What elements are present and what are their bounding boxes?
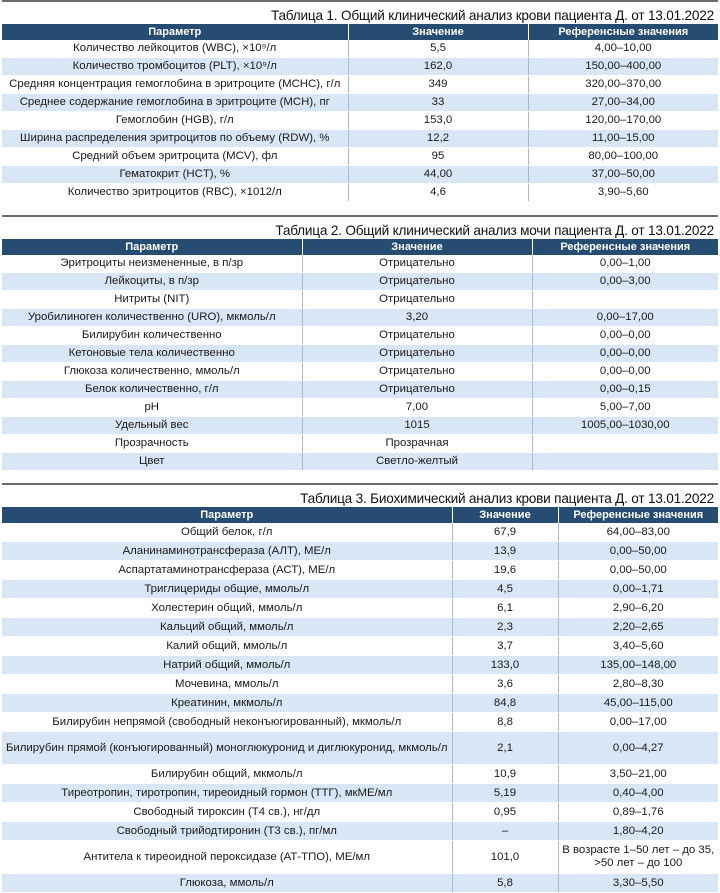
cell-parameter: Аланинаминотрансфераза (АЛТ), МЕ/л bbox=[2, 542, 452, 561]
cell-parameter: Средняя концентрация гемоглобина в эритроците (MCHC), г/л bbox=[2, 76, 348, 94]
cell-reference: 3,30–5,50 bbox=[558, 874, 718, 893]
cell-parameter: Свободный трийодтиронин (Т3 св.), пг/мл bbox=[2, 822, 452, 841]
cell-value: 8,8 bbox=[452, 713, 558, 732]
cell-value: 33 bbox=[348, 94, 528, 112]
cell-parameter: Билирубин прямой (конъюгированный) моноглюкуронид и диглюкуронид, мкмоль/л bbox=[2, 732, 452, 765]
table-row bbox=[2, 381, 718, 399]
cell-parameter: Глюкоза, ммоль/л bbox=[2, 874, 452, 893]
cell-reference: 0,00–17,00 bbox=[558, 713, 718, 732]
cell-value: Отрицательно bbox=[302, 381, 532, 399]
table-2-grid bbox=[2, 239, 718, 471]
table-row bbox=[2, 874, 718, 893]
table-row bbox=[2, 694, 718, 713]
table-row bbox=[2, 291, 718, 309]
table-row bbox=[2, 542, 718, 561]
cell-parameter: Антитела к тиреоидной пероксидазе (АТ-ТПО), МЕ/мл bbox=[2, 841, 452, 874]
cell-reference: 120,00–170,00 bbox=[528, 112, 718, 130]
cell-parameter: Кальций общий, ммоль/л bbox=[2, 618, 452, 637]
cell-value: 2,3 bbox=[452, 618, 558, 637]
cell-parameter: Гемоглобин (HGB), г/л bbox=[2, 112, 348, 130]
cell-reference: 0,00–0,15 bbox=[532, 381, 718, 399]
cell-value: Отрицательно bbox=[302, 291, 532, 309]
cell-parameter: Лейкоциты, в п/зр bbox=[2, 273, 302, 291]
cell-reference: 150,00–400,00 bbox=[528, 58, 718, 76]
cell-value: 44,00 bbox=[348, 166, 528, 184]
cell-value: Отрицательно bbox=[302, 273, 532, 291]
cell-reference: 64,00–83,00 bbox=[558, 523, 718, 542]
cell-parameter: Кетоновые тела количественно bbox=[2, 345, 302, 363]
table-row bbox=[2, 675, 718, 694]
cell-reference: 0,00–1,00 bbox=[532, 255, 718, 273]
cell-value: Отрицательно bbox=[302, 363, 532, 381]
cell-parameter: Белок количественно, г/л bbox=[2, 381, 302, 399]
table-row bbox=[2, 841, 718, 874]
cell-parameter: Свободный тироксин (Т4 св.), нг/дл bbox=[2, 803, 452, 822]
table-row bbox=[2, 453, 718, 471]
cell-parameter: Нитриты (NIT) bbox=[2, 291, 302, 309]
cell-reference: 27,00–34,00 bbox=[528, 94, 718, 112]
table-3 bbox=[2, 483, 718, 893]
cell-reference: 135,00–148,00 bbox=[558, 656, 718, 675]
cell-reference: 4,00–10,00 bbox=[528, 40, 718, 58]
cell-parameter: Удельный вес bbox=[2, 417, 302, 435]
cell-reference: 2,20–2,65 bbox=[558, 618, 718, 637]
cell-parameter: Мочевина, ммоль/л bbox=[2, 675, 452, 694]
cell-value: 6,1 bbox=[452, 599, 558, 618]
table-row bbox=[2, 363, 718, 381]
cell-value: 10,9 bbox=[452, 765, 558, 784]
table-row bbox=[2, 713, 718, 732]
cell-value: 3,20 bbox=[302, 309, 532, 327]
cell-parameter: Аспартатаминотрансфераза (АСТ), МЕ/л bbox=[2, 561, 452, 580]
table-row bbox=[2, 435, 718, 453]
table-row bbox=[2, 40, 718, 58]
cell-reference: 37,00–50,00 bbox=[528, 166, 718, 184]
table-header-row bbox=[2, 239, 718, 255]
cell-reference: 80,00–100,00 bbox=[528, 148, 718, 166]
cell-parameter: Билирубин непрямой (свободный неконъюгированный), мкмоль/л bbox=[2, 713, 452, 732]
cell-reference: 0,00–50,00 bbox=[558, 561, 718, 580]
cell-reference: 1,80–4,20 bbox=[558, 822, 718, 841]
table-row bbox=[2, 148, 718, 166]
table-2 bbox=[2, 215, 718, 471]
cell-reference: 0,00–17,00 bbox=[532, 309, 718, 327]
cell-parameter: Среднее содержание гемоглобина в эритроците (MCH), пг bbox=[2, 94, 348, 112]
cell-reference: 5,00–7,00 bbox=[532, 399, 718, 417]
table-row bbox=[2, 309, 718, 327]
cell-parameter: Эритроциты неизмененные, в п/зр bbox=[2, 255, 302, 273]
cell-value: Светло-желтый bbox=[302, 453, 532, 471]
cell-parameter: Гематокрит (HCT), % bbox=[2, 166, 348, 184]
table-row bbox=[2, 273, 718, 291]
cell-reference: 320,00–370,00 bbox=[528, 76, 718, 94]
table-row bbox=[2, 94, 718, 112]
header-parameter: Параметр bbox=[2, 24, 348, 40]
header-reference: Референсные значения bbox=[532, 239, 718, 255]
table-row bbox=[2, 580, 718, 599]
table-row bbox=[2, 166, 718, 184]
table-row bbox=[2, 732, 718, 765]
cell-parameter: Количество тромбоцитов (PLT), ×10⁹/л bbox=[2, 58, 348, 76]
cell-parameter: Тиреотропин, тиротропин, тиреоидный гормон (ТТГ), мкМЕ/мл bbox=[2, 784, 452, 803]
cell-value: 19,6 bbox=[452, 561, 558, 580]
table-1-caption: Таблица 1. Общий клинический анализ крови пациента Д. от 13.01.2022 bbox=[270, 8, 714, 23]
cell-value: 84,8 bbox=[452, 694, 558, 713]
header-reference: Референсные значения bbox=[558, 507, 718, 523]
table-row bbox=[2, 765, 718, 784]
cell-parameter: pH bbox=[2, 399, 302, 417]
cell-parameter: Натрий общий, ммоль/л bbox=[2, 656, 452, 675]
cell-reference: 2,80–8,30 bbox=[558, 675, 718, 694]
cell-value: 12,2 bbox=[348, 130, 528, 148]
cell-reference: 2,90–6,20 bbox=[558, 599, 718, 618]
table-row bbox=[2, 599, 718, 618]
cell-reference bbox=[532, 435, 718, 453]
cell-reference: 0,89–1,76 bbox=[558, 803, 718, 822]
cell-value: 95 bbox=[348, 148, 528, 166]
cell-value: 5,19 bbox=[452, 784, 558, 803]
table-row bbox=[2, 255, 718, 273]
cell-value: 349 bbox=[348, 76, 528, 94]
cell-reference: 3,90–5,60 bbox=[528, 184, 718, 202]
cell-value: 133,0 bbox=[452, 656, 558, 675]
table-row bbox=[2, 637, 718, 656]
cell-value: 1015 bbox=[302, 417, 532, 435]
cell-value: – bbox=[452, 822, 558, 841]
cell-value: 3,7 bbox=[452, 637, 558, 656]
cell-value: Прозрачная bbox=[302, 435, 532, 453]
cell-reference: 3,50–21,00 bbox=[558, 765, 718, 784]
cell-reference: 0,00–4,27 bbox=[558, 732, 718, 765]
cell-value: Отрицательно bbox=[302, 255, 532, 273]
cell-value: 67,9 bbox=[452, 523, 558, 542]
header-reference: Референсные значения bbox=[528, 24, 718, 40]
cell-reference: 3,40–5,60 bbox=[558, 637, 718, 656]
header-value: Значение bbox=[302, 239, 532, 255]
cell-parameter: Уробилиноген количественно (URO), мкмоль/л bbox=[2, 309, 302, 327]
header-value: Значение bbox=[452, 507, 558, 523]
cell-value: 3,6 bbox=[452, 675, 558, 694]
cell-parameter: Билирубин количественно bbox=[2, 327, 302, 345]
table-row bbox=[2, 327, 718, 345]
cell-parameter: Холестерин общий, ммоль/л bbox=[2, 599, 452, 618]
cell-reference: В возрасте 1–50 лет – до 35, >50 лет – до 100 bbox=[558, 841, 718, 874]
cell-parameter: Средний объем эритроцита (MCV), фл bbox=[2, 148, 348, 166]
cell-value: 2,1 bbox=[452, 732, 558, 765]
cell-parameter: Триглицериды общие, ммоль/л bbox=[2, 580, 452, 599]
table-1-grid bbox=[2, 24, 718, 202]
cell-value: 13,9 bbox=[452, 542, 558, 561]
cell-parameter: Билирубин общий, мкмоль/л bbox=[2, 765, 452, 784]
cell-reference: 0,40–4,00 bbox=[558, 784, 718, 803]
cell-reference bbox=[532, 453, 718, 471]
table-row bbox=[2, 399, 718, 417]
cell-reference: 0,00–1,71 bbox=[558, 580, 718, 599]
cell-reference: 0,00–0,00 bbox=[532, 363, 718, 381]
cell-reference: 11,00–15,00 bbox=[528, 130, 718, 148]
cell-value: 162,0 bbox=[348, 58, 528, 76]
cell-reference: 0,00–0,00 bbox=[532, 345, 718, 363]
cell-value: 101,0 bbox=[452, 841, 558, 874]
cell-parameter: Общий белок, г/л bbox=[2, 523, 452, 542]
table-row bbox=[2, 345, 718, 363]
cell-reference: 0,00–3,00 bbox=[532, 273, 718, 291]
cell-parameter: Креатинин, мкмоль/л bbox=[2, 694, 452, 713]
cell-value: Отрицательно bbox=[302, 327, 532, 345]
table-row bbox=[2, 112, 718, 130]
header-value: Значение bbox=[348, 24, 528, 40]
table-row bbox=[2, 76, 718, 94]
table-row bbox=[2, 656, 718, 675]
header-parameter: Параметр bbox=[2, 239, 302, 255]
table-row bbox=[2, 523, 718, 542]
table-row bbox=[2, 184, 718, 202]
cell-value: 4,5 bbox=[452, 580, 558, 599]
cell-reference: 1005,00–1030,00 bbox=[532, 417, 718, 435]
cell-parameter: Ширина распределения эритроцитов по объему (RDW), % bbox=[2, 130, 348, 148]
cell-value: 5,5 bbox=[348, 40, 528, 58]
table-1 bbox=[2, 0, 718, 202]
cell-value: 7,00 bbox=[302, 399, 532, 417]
table-row bbox=[2, 58, 718, 76]
table-row bbox=[2, 130, 718, 148]
table-3-caption: Таблица 3. Биохимический анализ крови пациента Д. от 13.01.2022 bbox=[300, 491, 714, 506]
table-2-caption: Таблица 2. Общий клинический анализ мочи пациента Д. от 13.01.2022 bbox=[275, 223, 714, 238]
table-row bbox=[2, 561, 718, 580]
header-parameter: Параметр bbox=[2, 507, 452, 523]
table-header-row bbox=[2, 24, 718, 40]
cell-value: 0,95 bbox=[452, 803, 558, 822]
cell-parameter: Глюкоза количественно, ммоль/л bbox=[2, 363, 302, 381]
cell-value: Отрицательно bbox=[302, 345, 532, 363]
cell-value: 5,8 bbox=[452, 874, 558, 893]
cell-value: 4,6 bbox=[348, 184, 528, 202]
cell-reference: 0,00–0,00 bbox=[532, 327, 718, 345]
cell-parameter: Цвет bbox=[2, 453, 302, 471]
cell-parameter: Прозрачность bbox=[2, 435, 302, 453]
cell-parameter: Количество лейкоцитов (WBC), ×10⁹/л bbox=[2, 40, 348, 58]
cell-reference bbox=[532, 291, 718, 309]
table-row bbox=[2, 784, 718, 803]
cell-parameter: Количество эритроцитов (RBC), ×1012/л bbox=[2, 184, 348, 202]
cell-parameter: Калий общий, ммоль/л bbox=[2, 637, 452, 656]
table-row bbox=[2, 417, 718, 435]
table-row bbox=[2, 822, 718, 841]
table-3-grid bbox=[2, 507, 718, 893]
cell-value: 153,0 bbox=[348, 112, 528, 130]
table-header-row bbox=[2, 507, 718, 523]
table-row bbox=[2, 618, 718, 637]
cell-reference: 45,00–115,00 bbox=[558, 694, 718, 713]
table-row bbox=[2, 803, 718, 822]
cell-reference: 0,00–50,00 bbox=[558, 542, 718, 561]
